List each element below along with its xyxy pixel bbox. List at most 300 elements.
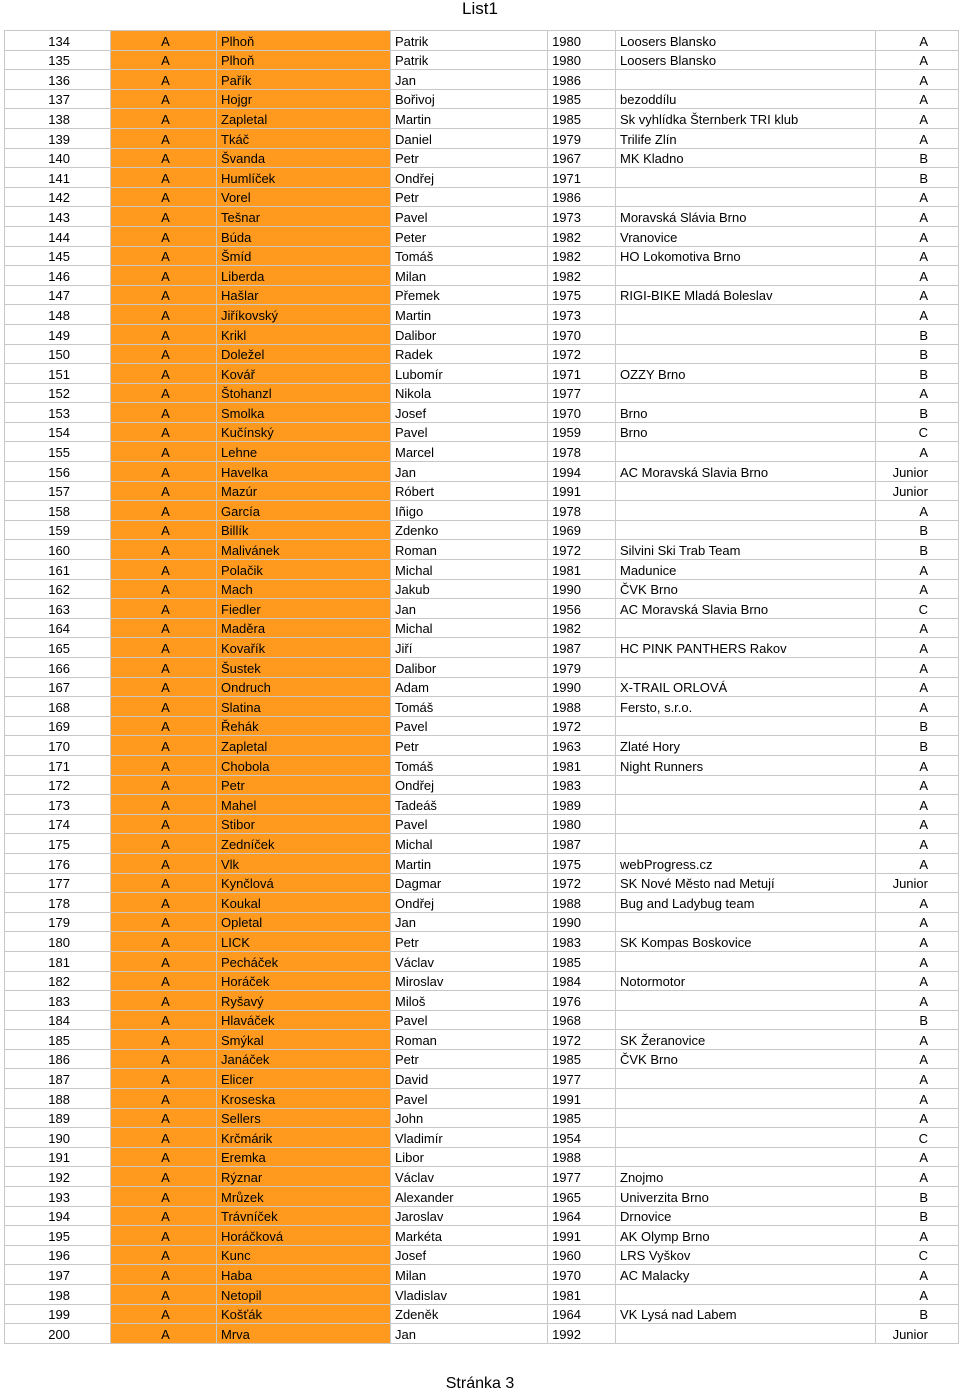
row-number: 167 — [5, 677, 111, 697]
class-cell: A — [876, 266, 959, 286]
table-row — [5, 560, 959, 580]
category-cell: A — [111, 618, 217, 638]
table-row — [5, 873, 959, 893]
birth-year-cell: 1968 — [548, 1010, 616, 1030]
row-number: 170 — [5, 736, 111, 756]
table-row — [5, 481, 959, 501]
birth-year-cell: 1971 — [548, 168, 616, 188]
category-cell: A — [111, 285, 217, 305]
surname-cell: Tkáč — [217, 128, 391, 148]
club-cell: Loosers Blansko — [616, 50, 876, 70]
table-row — [5, 579, 959, 599]
row-number: 150 — [5, 344, 111, 364]
first-name-cell: Miloš — [391, 991, 548, 1011]
club-cell — [616, 187, 876, 207]
birth-year-cell: 1979 — [548, 658, 616, 678]
first-name-cell: Václav — [391, 951, 548, 971]
row-number: 187 — [5, 1069, 111, 1089]
first-name-cell: Pavel — [391, 716, 548, 736]
birth-year-cell: 1963 — [548, 736, 616, 756]
surname-cell: Ondruch — [217, 677, 391, 697]
birth-year-cell: 1972 — [548, 344, 616, 364]
first-name-cell: Petr — [391, 1049, 548, 1069]
first-name-cell: Pavel — [391, 207, 548, 227]
class-cell: B — [876, 1206, 959, 1226]
category-cell: A — [111, 1128, 217, 1148]
table-row — [5, 834, 959, 854]
birth-year-cell: 1970 — [548, 403, 616, 423]
first-name-cell: Patrik — [391, 50, 548, 70]
category-cell: A — [111, 658, 217, 678]
surname-cell: Rýznar — [217, 1167, 391, 1187]
surname-cell: Kroseska — [217, 1089, 391, 1109]
category-cell: A — [111, 1010, 217, 1030]
category-cell: A — [111, 697, 217, 717]
birth-year-cell: 1991 — [548, 1226, 616, 1246]
category-cell: A — [111, 501, 217, 521]
table-row — [5, 1108, 959, 1128]
class-cell: A — [876, 207, 959, 227]
club-cell — [616, 442, 876, 462]
row-number: 163 — [5, 599, 111, 619]
surname-cell: Zapletal — [217, 736, 391, 756]
birth-year-cell: 1985 — [548, 951, 616, 971]
category-cell: A — [111, 70, 217, 90]
surname-cell: Pařík — [217, 70, 391, 90]
table-row — [5, 462, 959, 482]
birth-year-cell: 1988 — [548, 1147, 616, 1167]
first-name-cell: Adam — [391, 677, 548, 697]
club-cell — [616, 775, 876, 795]
category-cell: A — [111, 305, 217, 325]
surname-cell: Petr — [217, 775, 391, 795]
club-cell — [616, 266, 876, 286]
row-number: 134 — [5, 31, 111, 51]
row-number: 173 — [5, 795, 111, 815]
surname-cell: Humlíček — [217, 168, 391, 188]
surname-cell: Smolka — [217, 403, 391, 423]
class-cell: A — [876, 951, 959, 971]
birth-year-cell: 1954 — [548, 1128, 616, 1148]
surname-cell: Malivánek — [217, 540, 391, 560]
class-cell: Junior — [876, 1324, 959, 1344]
club-cell: Vranovice — [616, 226, 876, 246]
row-number: 197 — [5, 1265, 111, 1285]
first-name-cell: Tomáš — [391, 755, 548, 775]
first-name-cell: Martin — [391, 305, 548, 325]
category-cell: A — [111, 520, 217, 540]
club-cell: Sk vyhlídka Šternberk TRI klub — [616, 109, 876, 129]
category-cell: A — [111, 1049, 217, 1069]
table-row — [5, 501, 959, 521]
row-number: 174 — [5, 814, 111, 834]
surname-cell: Trávníček — [217, 1206, 391, 1226]
category-cell: A — [111, 795, 217, 815]
row-number: 159 — [5, 520, 111, 540]
club-cell — [616, 912, 876, 932]
table-row — [5, 775, 959, 795]
row-number: 195 — [5, 1226, 111, 1246]
class-cell: A — [876, 853, 959, 873]
row-number: 165 — [5, 638, 111, 658]
category-cell: A — [111, 873, 217, 893]
row-number: 166 — [5, 658, 111, 678]
row-number: 189 — [5, 1108, 111, 1128]
surname-cell: Vlk — [217, 853, 391, 873]
surname-cell: Hojgr — [217, 89, 391, 109]
row-number: 151 — [5, 364, 111, 384]
category-cell: A — [111, 148, 217, 168]
first-name-cell: Alexander — [391, 1187, 548, 1207]
surname-cell: Plhoň — [217, 31, 391, 51]
birth-year-cell: 1980 — [548, 31, 616, 51]
first-name-cell: Ondřej — [391, 168, 548, 188]
row-number: 148 — [5, 305, 111, 325]
first-name-cell: Tadeáš — [391, 795, 548, 815]
table-row — [5, 1245, 959, 1265]
birth-year-cell: 1977 — [548, 1167, 616, 1187]
class-cell: A — [876, 89, 959, 109]
class-cell: A — [876, 501, 959, 521]
category-cell: A — [111, 971, 217, 991]
category-cell: A — [111, 324, 217, 344]
category-cell: A — [111, 853, 217, 873]
surname-cell: Pecháček — [217, 951, 391, 971]
first-name-cell: Martin — [391, 109, 548, 129]
club-cell — [616, 70, 876, 90]
club-cell — [616, 1324, 876, 1344]
first-name-cell: Patrik — [391, 31, 548, 51]
club-cell: Brno — [616, 403, 876, 423]
table-row — [5, 403, 959, 423]
birth-year-cell: 1994 — [548, 462, 616, 482]
row-number: 186 — [5, 1049, 111, 1069]
class-cell: B — [876, 148, 959, 168]
club-cell — [616, 814, 876, 834]
club-cell: OZZY Brno — [616, 364, 876, 384]
class-cell: B — [876, 1304, 959, 1324]
first-name-cell: Milan — [391, 266, 548, 286]
results-table-body — [5, 31, 959, 1344]
birth-year-cell: 1987 — [548, 834, 616, 854]
row-number: 143 — [5, 207, 111, 227]
first-name-cell: Roman — [391, 1030, 548, 1050]
first-name-cell: Michal — [391, 560, 548, 580]
surname-cell: Štohanzl — [217, 383, 391, 403]
club-cell: bezoddílu — [616, 89, 876, 109]
category-cell: A — [111, 991, 217, 1011]
category-cell: A — [111, 755, 217, 775]
category-cell: A — [111, 266, 217, 286]
surname-cell: Vorel — [217, 187, 391, 207]
sheet-title: List1 — [462, 0, 498, 18]
birth-year-cell: 1978 — [548, 442, 616, 462]
first-name-cell: Róbert — [391, 481, 548, 501]
surname-cell: Smýkal — [217, 1030, 391, 1050]
club-cell: Silvini Ski Trab Team — [616, 540, 876, 560]
first-name-cell: Jan — [391, 912, 548, 932]
birth-year-cell: 1972 — [548, 716, 616, 736]
row-number: 152 — [5, 383, 111, 403]
table-row — [5, 89, 959, 109]
club-cell: SK Žeranovice — [616, 1030, 876, 1050]
row-number: 136 — [5, 70, 111, 90]
club-cell: Madunice — [616, 560, 876, 580]
birth-year-cell: 1988 — [548, 893, 616, 913]
club-cell: Univerzita Brno — [616, 1187, 876, 1207]
birth-year-cell: 1960 — [548, 1245, 616, 1265]
surname-cell: Horáček — [217, 971, 391, 991]
club-cell — [616, 658, 876, 678]
table-row — [5, 893, 959, 913]
birth-year-cell: 1965 — [548, 1187, 616, 1207]
table-row — [5, 128, 959, 148]
table-row — [5, 285, 959, 305]
birth-year-cell: 1980 — [548, 814, 616, 834]
category-cell: A — [111, 579, 217, 599]
table-row — [5, 1226, 959, 1246]
club-cell — [616, 168, 876, 188]
club-cell — [616, 1108, 876, 1128]
table-row — [5, 1049, 959, 1069]
category-cell: A — [111, 540, 217, 560]
surname-cell: Sellers — [217, 1108, 391, 1128]
birth-year-cell: 1984 — [548, 971, 616, 991]
row-number: 176 — [5, 853, 111, 873]
category-cell: A — [111, 89, 217, 109]
club-cell — [616, 1069, 876, 1089]
birth-year-cell: 1985 — [548, 89, 616, 109]
table-row — [5, 364, 959, 384]
class-cell: A — [876, 70, 959, 90]
class-cell: A — [876, 579, 959, 599]
surname-cell: Elicer — [217, 1069, 391, 1089]
club-cell: Trilife Zlín — [616, 128, 876, 148]
surname-cell: Hlaváček — [217, 1010, 391, 1030]
class-cell: A — [876, 1108, 959, 1128]
table-row — [5, 520, 959, 540]
first-name-cell: Petr — [391, 148, 548, 168]
class-cell: A — [876, 1265, 959, 1285]
class-cell: A — [876, 932, 959, 952]
surname-cell: Doležel — [217, 344, 391, 364]
row-number: 196 — [5, 1245, 111, 1265]
category-cell: A — [111, 1030, 217, 1050]
row-number: 181 — [5, 951, 111, 971]
birth-year-cell: 1982 — [548, 266, 616, 286]
surname-cell: Kovář — [217, 364, 391, 384]
row-number: 193 — [5, 1187, 111, 1207]
page-footer: Stránka 3 — [445, 1375, 515, 1392]
row-number: 154 — [5, 422, 111, 442]
first-name-cell: Roman — [391, 540, 548, 560]
table-row — [5, 932, 959, 952]
class-cell: A — [876, 755, 959, 775]
club-cell — [616, 1010, 876, 1030]
class-cell: C — [876, 599, 959, 619]
surname-cell: Kučínský — [217, 422, 391, 442]
club-cell: X-TRAIL ORLOVÁ — [616, 677, 876, 697]
birth-year-cell: 1975 — [548, 285, 616, 305]
surname-cell: Mrůzek — [217, 1187, 391, 1207]
category-cell: A — [111, 1147, 217, 1167]
table-row — [5, 1304, 959, 1324]
birth-year-cell: 1970 — [548, 324, 616, 344]
table-row — [5, 324, 959, 344]
first-name-cell: Zdenko — [391, 520, 548, 540]
birth-year-cell: 1980 — [548, 50, 616, 70]
category-cell: A — [111, 1304, 217, 1324]
table-row — [5, 599, 959, 619]
first-name-cell: Milan — [391, 1265, 548, 1285]
category-cell: A — [111, 364, 217, 384]
row-number: 142 — [5, 187, 111, 207]
club-cell — [616, 1089, 876, 1109]
first-name-cell: Martin — [391, 853, 548, 873]
club-cell: AK Olymp Brno — [616, 1226, 876, 1246]
surname-cell: Liberda — [217, 266, 391, 286]
birth-year-cell: 1970 — [548, 1265, 616, 1285]
class-cell: A — [876, 971, 959, 991]
birth-year-cell: 1972 — [548, 873, 616, 893]
category-cell: A — [111, 1265, 217, 1285]
birth-year-cell: 1979 — [548, 128, 616, 148]
surname-cell: Řehák — [217, 716, 391, 736]
category-cell: A — [111, 481, 217, 501]
class-cell: Junior — [876, 873, 959, 893]
class-cell: A — [876, 109, 959, 129]
first-name-cell: Pavel — [391, 1010, 548, 1030]
surname-cell: Hašlar — [217, 285, 391, 305]
row-number: 190 — [5, 1128, 111, 1148]
class-cell: B — [876, 716, 959, 736]
club-cell: RIGI-BIKE Mladá Boleslav — [616, 285, 876, 305]
club-cell — [616, 520, 876, 540]
birth-year-cell: 1964 — [548, 1206, 616, 1226]
table-row — [5, 755, 959, 775]
first-name-cell: Josef — [391, 1245, 548, 1265]
category-cell: A — [111, 1187, 217, 1207]
row-number: 155 — [5, 442, 111, 462]
birth-year-cell: 1989 — [548, 795, 616, 815]
table-row — [5, 618, 959, 638]
first-name-cell: Pavel — [391, 1089, 548, 1109]
table-row — [5, 442, 959, 462]
row-number: 144 — [5, 226, 111, 246]
surname-cell: Švanda — [217, 148, 391, 168]
class-cell: A — [876, 991, 959, 1011]
category-cell: A — [111, 893, 217, 913]
class-cell: A — [876, 1069, 959, 1089]
category-cell: A — [111, 932, 217, 952]
table-row — [5, 716, 959, 736]
club-cell — [616, 383, 876, 403]
club-cell — [616, 618, 876, 638]
row-number: 147 — [5, 285, 111, 305]
club-cell — [616, 1285, 876, 1305]
row-number: 194 — [5, 1206, 111, 1226]
class-cell: B — [876, 1187, 959, 1207]
table-row — [5, 1089, 959, 1109]
club-cell: VK Lysá nad Labem — [616, 1304, 876, 1324]
surname-cell: Billík — [217, 520, 391, 540]
table-row — [5, 266, 959, 286]
row-number: 191 — [5, 1147, 111, 1167]
row-number: 149 — [5, 324, 111, 344]
surname-cell: Mach — [217, 579, 391, 599]
club-cell: MK Kladno — [616, 148, 876, 168]
table-row — [5, 853, 959, 873]
first-name-cell: Zdeněk — [391, 1304, 548, 1324]
birth-year-cell: 1991 — [548, 481, 616, 501]
birth-year-cell: 1992 — [548, 1324, 616, 1344]
table-row — [5, 912, 959, 932]
table-row — [5, 991, 959, 1011]
category-cell: A — [111, 168, 217, 188]
row-number: 141 — [5, 168, 111, 188]
class-cell: Junior — [876, 462, 959, 482]
category-cell: A — [111, 1245, 217, 1265]
row-number: 164 — [5, 618, 111, 638]
surname-cell: Slatina — [217, 697, 391, 717]
birth-year-cell: 1972 — [548, 540, 616, 560]
club-cell: LRS Vyškov — [616, 1245, 876, 1265]
first-name-cell: Jiří — [391, 638, 548, 658]
birth-year-cell: 1976 — [548, 991, 616, 1011]
table-row — [5, 1285, 959, 1305]
birth-year-cell: 1973 — [548, 305, 616, 325]
table-row — [5, 383, 959, 403]
birth-year-cell: 1982 — [548, 226, 616, 246]
row-number: 175 — [5, 834, 111, 854]
first-name-cell: Pavel — [391, 422, 548, 442]
category-cell: A — [111, 344, 217, 364]
birth-year-cell: 1977 — [548, 1069, 616, 1089]
club-cell: Loosers Blansko — [616, 31, 876, 51]
class-cell: A — [876, 658, 959, 678]
category-cell: A — [111, 422, 217, 442]
club-cell — [616, 481, 876, 501]
surname-cell: Zapletal — [217, 109, 391, 129]
row-number: 185 — [5, 1030, 111, 1050]
class-cell: C — [876, 422, 959, 442]
surname-cell: Zedníček — [217, 834, 391, 854]
category-cell: A — [111, 560, 217, 580]
class-cell: A — [876, 305, 959, 325]
first-name-cell: Petr — [391, 932, 548, 952]
row-number: 162 — [5, 579, 111, 599]
birth-year-cell: 1983 — [548, 932, 616, 952]
class-cell: B — [876, 344, 959, 364]
surname-cell: Plhoň — [217, 50, 391, 70]
row-number: 160 — [5, 540, 111, 560]
first-name-cell: Bořivoj — [391, 89, 548, 109]
surname-cell: Jiříkovský — [217, 305, 391, 325]
class-cell: A — [876, 1049, 959, 1069]
row-number: 139 — [5, 128, 111, 148]
row-number: 138 — [5, 109, 111, 129]
club-cell — [616, 834, 876, 854]
class-cell: A — [876, 912, 959, 932]
surname-cell: Polačik — [217, 560, 391, 580]
first-name-cell: Marcel — [391, 442, 548, 462]
club-cell — [616, 991, 876, 1011]
first-name-cell: Tomáš — [391, 697, 548, 717]
birth-year-cell: 1956 — [548, 599, 616, 619]
first-name-cell: Jan — [391, 599, 548, 619]
category-cell: A — [111, 31, 217, 51]
first-name-cell: Jakub — [391, 579, 548, 599]
